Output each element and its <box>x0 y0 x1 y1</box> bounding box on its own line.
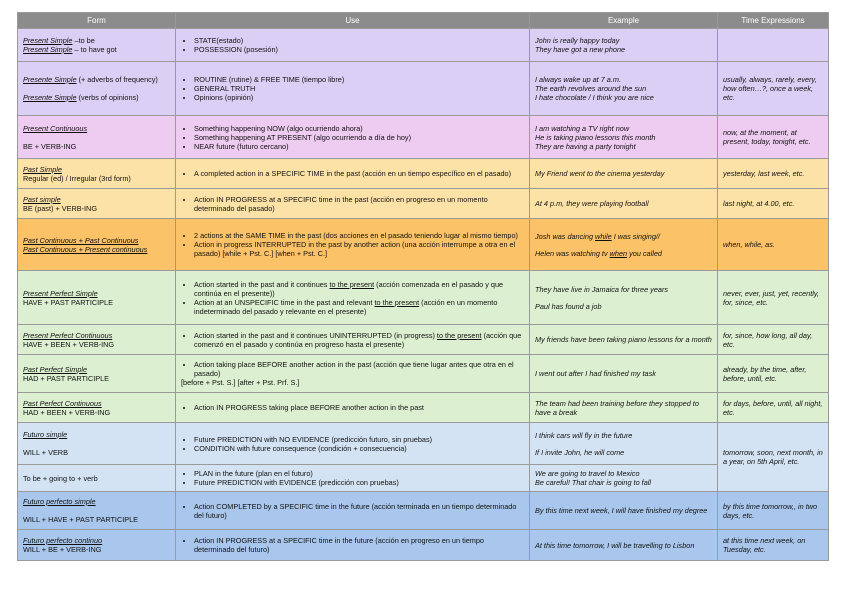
tense-name: Past Continuous + Present continuous <box>23 244 148 254</box>
tense-name: Present Simple <box>23 36 73 45</box>
form-cell <box>18 355 176 393</box>
header-row <box>18 13 829 29</box>
example-text: Helen was watching tv <box>535 248 610 258</box>
tense-name: Present Continuous <box>23 123 88 133</box>
example-cell <box>530 465 718 492</box>
example-emphasis: while <box>595 231 612 241</box>
form-cell <box>18 271 176 325</box>
form-line <box>23 289 170 298</box>
use-cell <box>176 271 530 325</box>
use-item: • GENERAL TRUTH <box>194 84 524 93</box>
use-item: • A completed action in a SPECIFIC TIME in the past (acción en un tiempo específico en el pasado) <box>194 169 524 178</box>
form-cell <box>18 492 176 530</box>
form-line <box>23 245 170 254</box>
use-item: • Action COMPLETED by a SPECIFIC time in the future (acción terminada en un tiempo determinado del futuro) <box>194 502 524 520</box>
table-row <box>18 159 829 189</box>
use-item: • 2 actions at the SAME TIME in the past (dos acciones en el pasado teniendo lugar al mismo tiempo) <box>194 231 524 240</box>
header-form: Form <box>18 13 176 29</box>
example-sentence: They are having a party tonight <box>535 141 636 151</box>
form-line <box>23 340 170 349</box>
form-cell <box>18 189 176 219</box>
example-cell <box>530 116 718 159</box>
use-cell <box>176 325 530 355</box>
form-structure: BE + VERB-ING <box>23 141 77 151</box>
table-row <box>18 423 829 465</box>
use-cell <box>176 62 530 116</box>
example-sentence: I think cars will fly in the future <box>535 430 633 440</box>
form-cell <box>18 465 176 492</box>
example-sentence: We are going to travel to Mexico <box>535 469 640 478</box>
form-cell <box>18 159 176 189</box>
use-cell <box>176 159 530 189</box>
use-list <box>181 36 524 54</box>
use-item <box>194 280 524 298</box>
example-cell <box>530 159 718 189</box>
use-item: • Future PREDICTION with NO EVIDENCE (predicción futuro, sin pruebas) <box>194 435 524 444</box>
table-row <box>18 271 829 325</box>
example-sentence: He is taking piano lessons this month <box>535 132 656 142</box>
table-row <box>18 530 829 561</box>
form-line <box>23 165 170 174</box>
use-cell <box>176 189 530 219</box>
form-structure: WILL + VERB <box>23 448 68 457</box>
example-sentence <box>535 249 712 258</box>
example-cell <box>530 271 718 325</box>
example-sentence: I went out after I had finished my task <box>535 369 656 378</box>
time-expressions-cell: usually, always, rarely, every, how often…?, once a week, etc. <box>718 62 829 116</box>
example-sentence: At 4 p.m, they were playing football <box>535 199 649 208</box>
time-expressions-cell: by this time tomorrow,, in two days, etc. <box>718 492 829 530</box>
form-cell <box>18 423 176 465</box>
form-line <box>23 399 170 408</box>
form-line <box>23 408 170 417</box>
form-cell <box>18 116 176 159</box>
tense-name: Past Perfect Simple <box>23 364 88 374</box>
form-line <box>23 430 170 439</box>
use-item: • Action IN PROGRESS at a SPECIFIC time in the past (acción en progreso en un momento determinado del pasado) <box>194 195 524 213</box>
use-text: (acción en un momento indeterminado del pasado y relevante en el presente) <box>194 297 498 316</box>
use-list <box>181 280 524 316</box>
use-text: (acción que comenzó en el pasado y continúa en progreso hasta el presente) <box>194 330 522 349</box>
example-sentence: The earth revolves around the sun <box>535 84 647 93</box>
time-expressions-cell: at this time next week, on Tuesday, etc. <box>718 530 829 561</box>
use-cell <box>176 492 530 530</box>
example-text: I was singing// <box>611 231 660 241</box>
form-line <box>23 374 170 383</box>
time-expressions-cell: for, since, how long, all day, etc. <box>718 325 829 355</box>
tense-name: Futuro perfecto continuo <box>23 536 103 545</box>
example-sentence: If I invite John, he will come <box>535 447 625 457</box>
form-line <box>23 45 170 54</box>
use-cell <box>176 465 530 492</box>
form-line <box>23 515 170 524</box>
example-sentence: My Friend went to the cinema yesterday <box>535 169 665 178</box>
time-expressions-cell: tomorrow, soon, next month, in a year, on 5th April, etc. <box>718 423 829 492</box>
header-use: Use <box>176 13 530 29</box>
tense-name: Past Continuous + Past Continuous <box>23 235 139 245</box>
use-item: • Something happening AT PRESENT (algo ocurriendo a día de hoy) <box>194 133 524 142</box>
form-line <box>23 474 170 483</box>
use-list <box>181 231 524 258</box>
form-structure: BE (past) + VERB-ING <box>23 203 98 213</box>
form-line <box>23 174 170 183</box>
form-cell <box>18 393 176 423</box>
tense-name: Past Perfect Continuous <box>23 398 102 408</box>
form-line <box>23 536 170 545</box>
use-cell <box>176 116 530 159</box>
form-structure: WILL + HAVE + PAST PARTICIPLE <box>23 515 139 524</box>
use-emphasis: to the present <box>436 330 482 340</box>
use-item: • PLAN in the future (plan en el futuro) <box>194 469 524 478</box>
use-list <box>181 469 524 487</box>
example-cell <box>530 393 718 423</box>
time-expressions-cell: when, while, as. <box>718 219 829 271</box>
use-cell <box>176 355 530 393</box>
use-item: • POSSESSION (posesión) <box>194 45 524 54</box>
form-line <box>23 124 170 133</box>
time-expressions-cell: last night, at 4.00, etc. <box>718 189 829 219</box>
form-line <box>23 298 170 307</box>
use-item: • Future PREDICTION with EVIDENCE (predicción con pruebas) <box>194 478 524 487</box>
example-sentence: Paul has found a job <box>535 301 602 311</box>
verb-tenses-table <box>17 12 829 561</box>
time-expressions-cell: yesterday, last week, etc. <box>718 159 829 189</box>
use-list <box>181 403 524 412</box>
form-line <box>23 545 170 554</box>
table-row <box>18 189 829 219</box>
example-sentence: They have got a new phone <box>535 45 626 54</box>
tense-name: Presente Simple <box>23 75 77 84</box>
use-item: • STATE(estado) <box>194 36 524 45</box>
example-sentence: John is really happy today <box>535 36 620 45</box>
form-line <box>23 93 170 102</box>
tense-name: Past Simple <box>23 164 62 174</box>
use-cell <box>176 530 530 561</box>
use-list <box>181 435 524 453</box>
example-cell <box>530 325 718 355</box>
table-row <box>18 325 829 355</box>
form-line <box>23 236 170 245</box>
form-structure: (verbs of opinions) <box>76 93 139 102</box>
form-cell <box>18 29 176 62</box>
form-line <box>23 195 170 204</box>
use-item <box>194 298 524 316</box>
use-cell <box>176 29 530 62</box>
use-list <box>181 195 524 213</box>
form-cell <box>18 530 176 561</box>
form-line <box>23 331 170 340</box>
example-cell <box>530 530 718 561</box>
use-list <box>181 75 524 102</box>
example-sentence: I am watching a TV right now <box>535 123 630 133</box>
use-list <box>181 536 524 554</box>
use-item <box>194 331 524 349</box>
use-text: (acción comenzada en el pasado y que continúa en el presente)) <box>194 279 504 298</box>
form-structure: HAD + PAST PARTICIPLE <box>23 373 110 383</box>
form-line <box>23 497 170 506</box>
use-item: • Opinions (opinión) <box>194 93 524 102</box>
form-structure: (+ adverbs of frequency) <box>76 75 158 84</box>
example-cell <box>530 29 718 62</box>
tense-name: Present Perfect Continuous <box>23 330 113 340</box>
use-item: • Action taking place BEFORE another action in the past (acción que tiene lugar antes que otra en el pasado) <box>194 360 524 378</box>
example-sentence: I always wake up at 7 a.m. <box>535 75 621 84</box>
time-expressions-cell: already, by the time, after, before, until, etc. <box>718 355 829 393</box>
use-list <box>181 124 524 151</box>
table-row <box>18 355 829 393</box>
table-row <box>18 29 829 62</box>
example-cell <box>530 219 718 271</box>
form-structure: HAVE + PAST PARTICIPLE <box>23 297 113 307</box>
use-cell <box>176 393 530 423</box>
grammar-table-container <box>17 12 828 561</box>
time-expressions-cell: never, ever, just, yet, recently, for, since, etc. <box>718 271 829 325</box>
use-item: • Action IN PROGRESS at a SPECIFIC time in the future (acción en progreso en un tiempo determinado del futuro) <box>194 536 524 554</box>
form-structure: HAD + BEEN + VERB-ING <box>23 407 111 417</box>
example-sentence: At this time tomorrow, I will be travelling to Lisbon <box>535 540 695 550</box>
form-line <box>23 75 170 84</box>
use-item: • Action IN PROGRESS taking place BEFORE another action in the past <box>194 403 524 412</box>
use-text: Action at an UNSPECIFIC time in the past and relevant <box>194 297 375 307</box>
example-cell <box>530 355 718 393</box>
form-cell <box>18 219 176 271</box>
use-list <box>181 360 524 378</box>
form-structure: –to be <box>72 36 95 45</box>
tense-name: Past simple <box>23 194 61 204</box>
example-cell <box>530 423 718 465</box>
form-structure: To be + going to + verb <box>23 473 98 483</box>
use-item: • Something happening NOW (algo ocurriendo ahora) <box>194 124 524 133</box>
tense-name: Presente Simple <box>23 93 77 102</box>
header-example: Example <box>530 13 718 29</box>
example-sentence: My friends have been taking piano lessons for a month <box>535 335 712 344</box>
example-sentence <box>535 232 712 241</box>
table-row <box>18 393 829 423</box>
table-row <box>18 219 829 271</box>
time-expressions-cell <box>718 29 829 62</box>
use-cell <box>176 423 530 465</box>
use-emphasis: to the present <box>329 279 375 289</box>
table-row <box>18 465 829 492</box>
use-item: • CONDITION with future consequence (condición + consecuencia) <box>194 444 524 453</box>
use-note: [before + Pst. S.] [after + Pst. Prf. S.] <box>181 378 300 387</box>
form-structure: WILL + BE + VERB-ING <box>23 545 102 554</box>
example-emphasis: when <box>609 248 628 258</box>
form-structure: Regular (ed) / Irregular (3rd form) <box>23 173 131 183</box>
example-text: Josh was dancing <box>535 231 596 241</box>
use-emphasis: to the present <box>374 297 420 307</box>
table-row <box>18 492 829 530</box>
tense-name: Present Perfect Simple <box>23 288 98 298</box>
table-row <box>18 62 829 116</box>
use-item: • NEAR future (futuro cercano) <box>194 142 524 151</box>
table-row <box>18 116 829 159</box>
form-line <box>23 448 170 457</box>
table-body <box>18 29 829 561</box>
example-cell <box>530 189 718 219</box>
form-line <box>23 204 170 213</box>
example-sentence: They have live in Jamaica for three years <box>535 284 669 294</box>
tense-name: Futuro simple <box>23 430 68 439</box>
example-cell <box>530 62 718 116</box>
use-item: • ROUTINE (rutine) & FREE TIME (tiempo libre) <box>194 75 524 84</box>
tense-name: Present Simple <box>23 45 73 54</box>
tense-name: Futuro perfecto simple <box>23 497 96 506</box>
use-list <box>181 169 524 178</box>
example-sentence: By this time next week, I will have finished my degree <box>535 506 708 515</box>
use-text: Action started in the past and it continues <box>194 279 330 289</box>
form-cell <box>18 325 176 355</box>
form-structure: – to have got <box>72 45 117 54</box>
header-time-expressions: Time Expressions <box>718 13 829 29</box>
form-line <box>23 36 170 45</box>
example-sentence: The team had been training before they stopped to have a break <box>535 398 699 417</box>
example-text: you called <box>627 248 662 258</box>
time-expressions-cell: now, at the moment, at present, today, tonight, etc. <box>718 116 829 159</box>
use-list <box>181 331 524 349</box>
use-cell <box>176 219 530 271</box>
time-expressions-cell: for days, before, until, all night, etc. <box>718 393 829 423</box>
form-line <box>23 142 170 151</box>
use-list <box>181 502 524 520</box>
use-item: • Action in progress INTERRUPTED in the past by another action (una acción interrumpe a otra en el pasado) [while + Pst. C.] [when + Pst. C.] <box>194 240 524 258</box>
form-line <box>23 365 170 374</box>
example-sentence: Be careful! That chair is going to fall <box>535 478 651 487</box>
form-cell <box>18 62 176 116</box>
use-text: Action started in the past and it continues UNINTERRUPTED (in progress) <box>194 330 437 340</box>
form-structure: HAVE + BEEN + VERB-ING <box>23 339 115 349</box>
example-cell <box>530 492 718 530</box>
example-sentence: I hate chocolate / I think you are nice <box>535 93 654 102</box>
